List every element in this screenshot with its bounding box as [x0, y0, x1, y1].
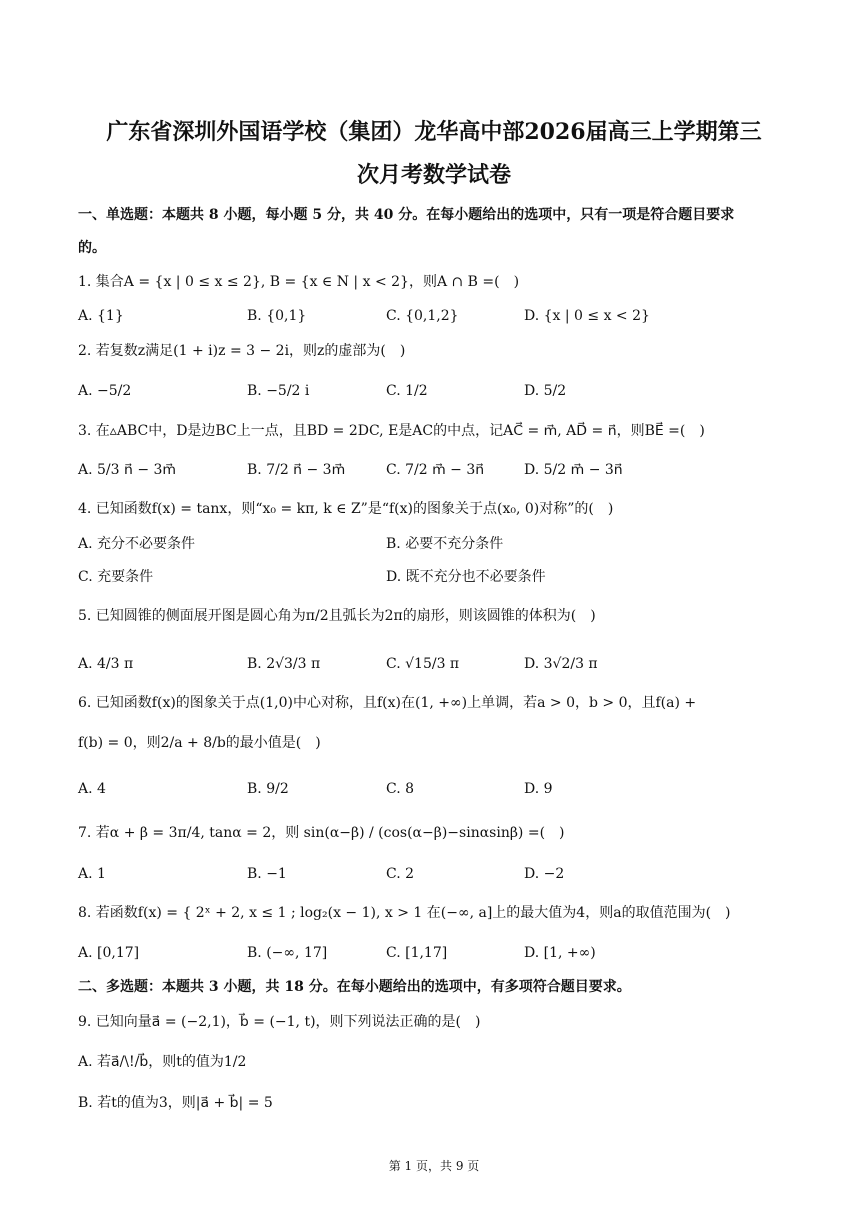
- option-d: D. −2: [524, 866, 565, 882]
- option-b: B. 9/2: [247, 781, 289, 797]
- option-b: B. (−∞, 17]: [247, 945, 328, 961]
- question-stem: 9. 已知向量a⃗ = (−2,1)，b⃗ = (−1, t)，则下列说法正确的是( ): [78, 1014, 481, 1030]
- option-c: C. 7/2 m⃗ − 3n⃗: [386, 462, 485, 478]
- option-c: C. √15/3 π: [386, 656, 460, 672]
- option-b: B. {0,1}: [247, 308, 307, 324]
- option-a: A. 1: [78, 866, 106, 882]
- option-c: C. 1/2: [386, 383, 428, 399]
- option-d: D. {x | 0 ≤ x < 2}: [524, 308, 650, 324]
- exam-title-line2: 次月考数学试卷: [356, 162, 511, 188]
- option-c: C. 充要条件: [78, 569, 154, 585]
- question-stem: 3. 在▵ABC中，D是边BC上一点，且BD = 2DC, E是AC的中点，记AC⃗ = m⃗, AD⃗ = n⃗，则BE⃗ =( ): [78, 423, 705, 439]
- option-b: B. 7/2 n⃗ − 3m⃗: [247, 462, 346, 478]
- question-stem: 2. 若复数z满足(1 + i)z = 3 − 2i，则z的虚部为( ): [78, 343, 406, 359]
- option-a: A. 4/3 π: [78, 656, 134, 672]
- option-d: D. 9: [524, 781, 553, 797]
- option-c: C. [1,17]: [386, 945, 448, 961]
- option-c: C. 2: [386, 866, 415, 882]
- question-stem-cont: f(b) = 0，则2/a + 8/b的最小值是( ): [78, 735, 321, 751]
- option-b: B. −5/2 i: [247, 383, 310, 399]
- question-stem: 6. 已知函数f(x)的图象关于点(1,0)中心对称，且f(x)在(1, +∞)上单调，若a > 0，b > 0，且f(a) +: [78, 695, 697, 711]
- option-a: A. {1}: [78, 308, 124, 324]
- option-a: A. [0,17]: [78, 945, 140, 961]
- option-c: C. {0,1,2}: [386, 308, 459, 324]
- option-a: A. −5/2: [78, 383, 132, 399]
- section1-heading: 一、单选题：本题共 8 小题，每小题 5 分，共 40 分。在每小题给出的选项中，只有一项是符合题目要求: [78, 207, 735, 223]
- question-stem: 5. 已知圆锥的侧面展开图是圆心角为π/2且弧长为2π的扇形，则该圆锥的体积为( ): [78, 608, 596, 624]
- page-footer: 第 1 页，共 9 页: [388, 1159, 480, 1173]
- option-a: A. 充分不必要条件: [78, 536, 196, 552]
- option-b: B. 2√3/3 π: [247, 656, 321, 672]
- option-d: D. 5/2 m⃗ − 3n⃗: [524, 462, 623, 478]
- option-d: D. 5/2: [524, 383, 567, 399]
- option-a: A. 5/3 n⃗ − 3m⃗: [78, 462, 177, 478]
- exam-title-line1: 广东省深圳外国语学校（集团）龙华高中部2026届高三上学期第三: [106, 119, 762, 145]
- option-d: D. [1, +∞): [524, 945, 596, 961]
- section2-heading: 二、多选题：本题共 3 小题，共 18 分。在每小题给出的选项中，有多项符合题目要求。: [78, 979, 631, 995]
- option-b: B. 若t的值为3，则|a⃗ + b⃗| = 5: [78, 1095, 273, 1111]
- option-b: B. −1: [247, 866, 287, 882]
- question-stem: 8. 若函数f(x) = { 2ˣ + 2, x ≤ 1 ; log₂(x − 1), x > 1 在(−∞, a]上的最大值为4，则a的取值范围为( ): [78, 905, 731, 921]
- question-stem: 4. 已知函数f(x) = tanx，则“x₀ = kπ, k ∈ Z”是“f(x)的图象关于点(x₀, 0)对称”的( ): [78, 501, 614, 517]
- option-b: B. 必要不充分条件: [386, 536, 504, 552]
- section1-heading-cont: 的。: [78, 240, 106, 256]
- option-d: D. 3√2/3 π: [524, 656, 598, 672]
- option-c: C. 8: [386, 781, 415, 797]
- option-a: A. 4: [78, 781, 106, 797]
- question-stem: 1. 集合A = {x | 0 ≤ x ≤ 2}, B = {x ∈ N | x < 2}，则A ∩ B =( ): [78, 274, 520, 290]
- option-d: D. 既不充分也不必要条件: [386, 569, 546, 585]
- question-stem: 7. 若α + β = 3π/4, tanα = 2，则 sin(α−β) / (cos(α−β)−sinαsinβ) =( ): [78, 825, 565, 841]
- option-a: A. 若a⃗/\!/b⃗，则t的值为1/2: [78, 1054, 247, 1070]
